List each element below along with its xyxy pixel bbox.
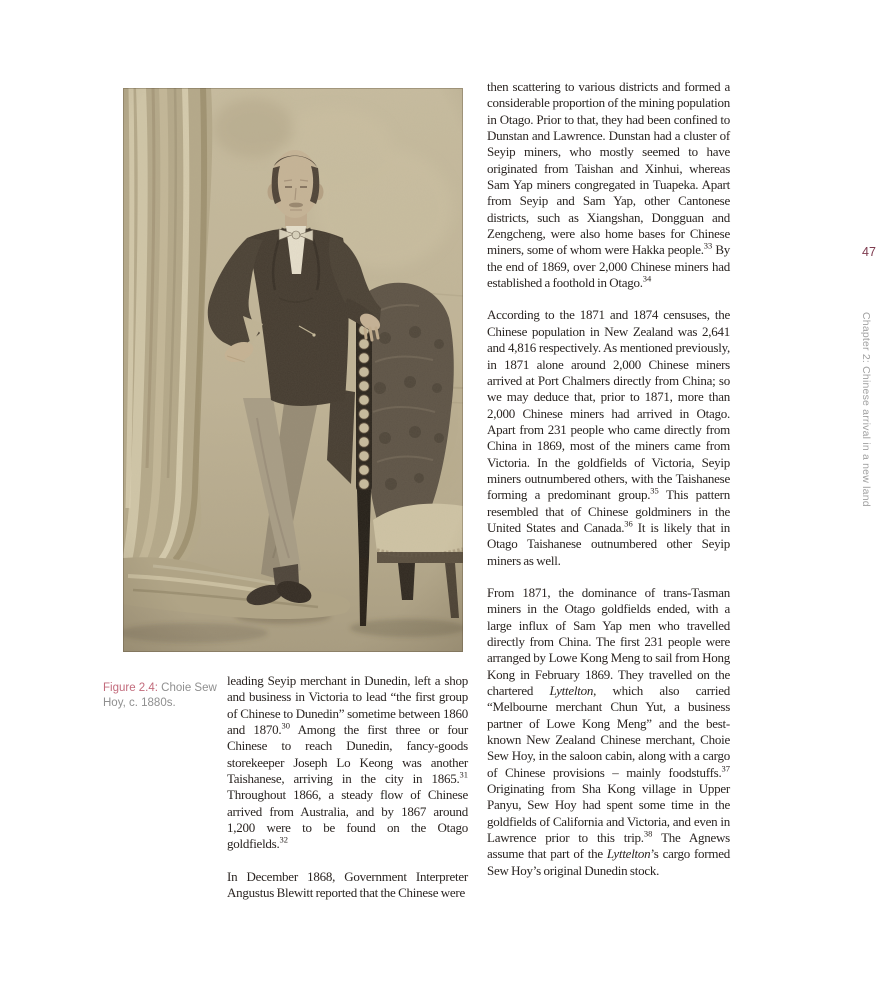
text-column-middle [227,673,468,917]
text-column-right [487,79,730,895]
paragraph: then scattering to various districts and formed a considerable proportion of the mining population in Otago. Prior to that, they had been confined to Dunstan and Lawrence. Dunstan had a cluster of Seyip miners, who mostly seemed to have originated from Taishan and Xinhui, whereas Sam Yap miners congregated in Tuapeka. Apart from Seyip and Sam Yap, other Cantonese districts, such as Xiangshan, Dongguan and Zengcheng, were also home bases for Chinese miners, some of whom were Hakka people.$^{33}$ By the end of 1869, over 2,000 Chinese miners had established a foothold in Otago.$^{34}$ [487,79,731,291]
footnote-ref: 34 [642,273,652,284]
footnote-ref: 38 [643,828,653,839]
page-number: 47 [862,245,876,259]
photo-illustration [123,88,463,652]
paragraph: leading Seyip merchant in Dunedin, left a shop and business in Victoria to lead “the first group of Chinese to Dunedin” sometime between 1860 and 1870.30 Among the first three or four Chinese to reach Dunedin, fancy-goods storekeeper Joseph Lo Keong was another Taishanese, arriving in the city in 1865.31 Throughout 1866, a steady flow of Chinese arrived from Australia, and by 1867 around 1,200 were to be found on the Otago goldfields.$^{32}$ [227,673,468,852]
footnote-ref: 32 [279,835,288,846]
figure-caption-label: Figure 2.4: [103,682,162,694]
paragraph: From 1871, the dominance of trans-Tasman miners in the Otago goldfields ended, with a large influx of Sam Yap men who travelled directly from China. The first 231 people were arranged by Lowe Kong Meng to sail from Hong Kong in February 1869. They travelled on the chartered Lyttelton, which also carried “Melbourne merchant Chun Yut, a business partner of Lowe Kong Meng” and the best-known New Zealand Chinese merchant, Choie Sew Hoy, in the saloon cabin, along with a cargo of Chinese provisions – mainly foodstuffs.$^{37}$ Originating from Sha Kong village in Upper Panyu, Sew Hoy had spent some time in the goldfields of California and Victoria, and even in Lawrence prior to this trip.$^{38}$ The Agnews assume that part of the Lyttelton’s cargo formed Sew Hoy’s original Dunedin stock. [487,584,730,878]
chapter-sidebar-label: Chapter 2: Chinese arrival in a new land [860,312,872,507]
footnote-ref: 35 [650,485,659,496]
footnote-ref: 30 [281,720,290,731]
footnote-ref: 33 [703,241,713,252]
footnote-ref: 31 [459,769,468,780]
paragraph: According to the 1871 and 1874 censuses, the Chinese population in New Zealand was 2,641 and 4,816 respectively. As mentioned previously, in 1871 alone around 2,000 Chinese miners arrived at Port Chalmers directly from China; so we may deduce that, prior to 1871, more than 2,000 Chinese miners had arrived in Otago. Apart from 231 people who came directly from China in 1869, most of the miners came from Victoria. In the goldfields of Victoria, Seyip miners outnumbered others, with the Taishanese forming a predominant group.$^{35}$ This pattern resembled that of Chinese goldminers in the United States and Canada.$^{36}$ It is likely that in Otago Taishanese outnumbered other Seyip miners as well. [487,307,731,568]
footnote-ref: 37 [721,763,730,774]
figure-photo [123,88,463,652]
paragraph: In December 1868, Government Interpreter Angustus Blewitt reported that the Chinese were [227,868,468,901]
figure-caption [103,681,233,711]
footnote-ref: 36 [624,518,633,529]
figure-caption-text: Choie Sew Hoy, c. 1880s. [103,682,217,709]
